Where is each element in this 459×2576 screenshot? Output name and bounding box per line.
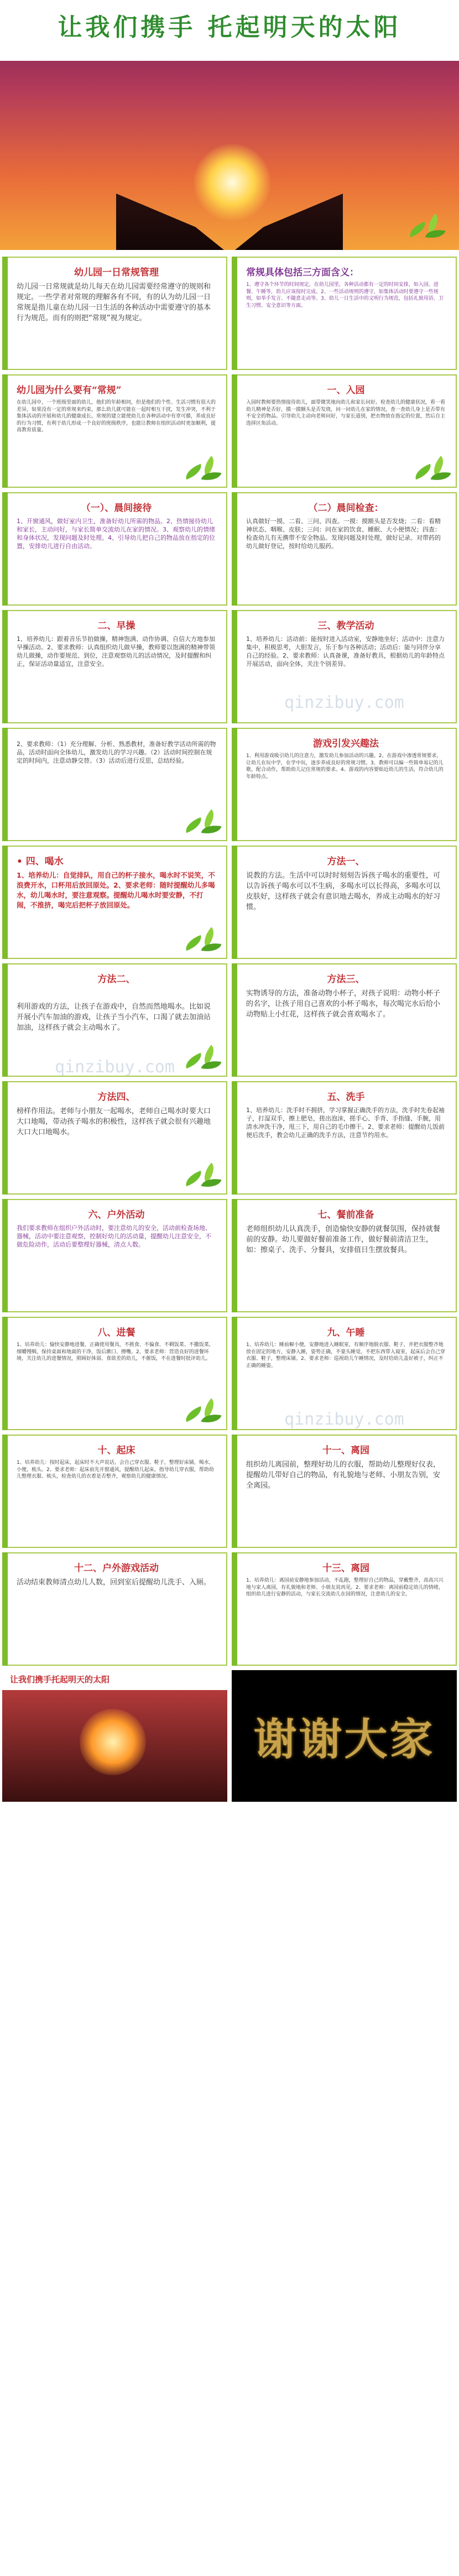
sun-image: [194, 144, 271, 221]
slide-title: • 四、喝水: [17, 856, 64, 867]
slide-method-two: [0, 961, 230, 1079]
slide-body: 1、培养幼儿：睡前解小便，安静地进入睡眠室，有顺序地脱衣服、鞋子，并把衣服整齐地放在固定的地方，安静入睡，姿势正确，不蒙头睡觉，不把东西带入寝室，起床后会自己穿衣服、鞋子，整理床铺。2、要求老师：巡视幼儿午睡情况，及时给幼儿盖好被子，纠正不正确的睡姿。: [246, 1342, 446, 1369]
slide-title: 十一、离园: [322, 1445, 369, 1456]
slide-body: 老师组织幼儿认真洗手，创造愉快安静的就餐氛围，保持就餐前的安静。幼儿要做好餐前准备工作，做好餐前清洁卫生，如：擦桌子、洗手、分餐具，安排值日生摆放餐具。: [246, 1225, 441, 1254]
slide-method-three: [230, 961, 459, 1079]
slide-body: 1、培养幼儿：愉快安静地进餐，正确使用餐具，不挑食、不偏食、不剩饭菜、不撒饭菜，细嚼慢咽，保持桌面和地面的干净，饭后漱口、擦嘴。2、要求老师：营造良好的进餐环境，关注幼儿的进餐情况，照顾好体弱、食欲差的幼儿，不催饭，不在进餐时批评幼儿。: [17, 1342, 214, 1362]
slide-title: 八、进餐: [97, 1327, 135, 1338]
slide-body: 1、利用游戏吸引幼儿的注意力，激发幼儿参加活动的兴趣。2、在游戏中渗透常规要求，让幼儿在玩中学，在学中玩，逐步养成良好的常规习惯。3、教师可以编一些简单易记的儿歌，配合动作，帮助幼儿记住常规的要求。4、游戏的内容要贴近幼儿的生活，符合幼儿的年龄特点。: [246, 753, 444, 780]
slide-body: 入园时教师要热情接待幼儿，面带微笑地向幼儿和家长问好。检查幼儿的健康状况，看一看幼儿精神是否好，摸一摸额头是否发烧，问一问幼儿在家的情况，查一查幼儿身上是否带有不安全的物品。引导幼儿主动向老师问好，与家长道别，把衣物放在指定的位置，然后自主选择区角活动。: [246, 400, 446, 426]
leaf-icon: [184, 1048, 223, 1073]
slide-body: 利用游戏的方法，让孩子在游戏中，自然而然地喝水。比如说开展小汽车加油的游戏，让孩子当小汽车，口渴了就去加油站加油，这样孩子就会主动喝水了。: [17, 1003, 211, 1032]
sun-image: [80, 1709, 146, 1775]
slide-body: 1、培养幼儿：离园前安静地参加活动，不乱跑，整理好自己的物品，穿戴整齐，高高兴兴地与家人离园，有礼貌地和老师、小朋友说再见。2、要求老师：离园前稳定幼儿的情绪，组织幼儿进行安静的活动，与家长交流幼儿在园的情况，注意幼儿的安全。: [246, 1578, 444, 1597]
hero-title: 让我们携手 托起明天的太阳: [0, 0, 459, 61]
slide-body: 1、培养幼儿：按时起床，起床时不大声说话，会自己穿衣服、鞋子，整理好床铺，喝水，小便，梳头。2、要求老师：起床前先开窗通风，提醒幼儿起床，指导幼儿穿衣服，帮助幼儿整理衣服、梳头，检查幼儿的衣着是否整齐，观察幼儿的健康情况。: [17, 1460, 214, 1479]
slide-wake-up: [0, 1432, 230, 1550]
slide-title: 方法一、: [327, 856, 365, 867]
slide-title: 六、户外活动: [88, 1209, 145, 1221]
slide-title: 七、餐前准备: [317, 1209, 374, 1221]
slide-hand-washing: [230, 1079, 459, 1197]
leaf-icon: [414, 459, 452, 484]
slide-meal-prep: [230, 1197, 459, 1315]
slide-title: （二）晨间检查：: [308, 503, 384, 514]
slide-morning-exercise: [0, 608, 230, 726]
slide-daily-routine: [0, 254, 230, 372]
slide-title: 游戏引发兴趣法: [313, 738, 379, 749]
slide-title: 十三、离园: [322, 1563, 369, 1574]
slide-body: 幼儿园一日常规就是幼儿每天在幼儿园需要经常遵守的规则和规定。一些学者对常规的理解各有不同，有的认为幼儿园一日常规是指儿童在幼儿园一日生活的各种活动中需要遵守的基本行为规范。而有的则把“常规”视为规定。: [17, 283, 211, 322]
slide-body: 1、培养幼儿：跟着音乐节拍做操，精神饱满、动作协调、自信大方地参加早操活动。2、要求教师：认真组织幼儿做早操，教师要以饱满的精神带领幼儿做操，动作要规范、到位，注意观察幼儿的活动情况，及时提醒和纠正，保证活动量适宜，注意安全。: [17, 635, 215, 668]
slide-teacher-requirements: [0, 726, 230, 843]
slide-drinking-water: [0, 843, 230, 961]
slide-body: 1、培养幼儿：自觉排队，用自己的杯子接水，喝水时不说笑，不浪费开水，口杯用后放回原处。2、要求老师：随时提醒幼儿多喝水，幼儿喝水时，要注意观察。提醒幼儿喝水时要安静，不打闹，不推挤，喝完后把杯子放回原处。: [17, 871, 215, 909]
slide-title: 一、入园: [327, 385, 365, 396]
slide-teaching: [230, 608, 459, 726]
slide-title: 十、起床: [97, 1445, 135, 1456]
slide-routine-meaning: [230, 254, 459, 372]
slide-body: 1、培养幼儿：活动前：能按时进入活动室，安静地坐好；活动中：注意力集中，积极思考，大胆发言，乐于参与各种活动；活动后：能与同伴分享自己的经验。2、要求教师：认真备课，准备好教具，根据幼儿的年龄特点开展活动，面向全体，关注个别差异。: [246, 635, 445, 668]
slide-body: 认真做好一摸、二看、三问、四查。一摸：摸额头是否发烧；二看：看精神状态、咽喉、皮肤；三问：问在家的饮食、睡眠、大小便情况；四查：检查幼儿有无携带不安全物品。发现问题及时处理，做好记录。对带药的幼儿做好登记，按时给幼儿服药。: [246, 518, 441, 550]
slide-departure: [230, 1550, 459, 1668]
slide-body: 在幼儿园中，一个班级里面的幼儿，他们的年龄相同，但是他们的个性、生活习惯有很大的差异，如果没有一定的常规来约束，那么幼儿就可能在一起时相互干扰，发生冲突，不利于集体活动的开展和幼儿的健康成长。常规的建立能使幼儿在各种活动中有章可循，养成良好的行为习惯，有利于幼儿形成一个良好的班级秩序，也能让教师在组织活动时更加顺利，提高教育质量。: [17, 400, 216, 433]
slide-method-four: [0, 1079, 230, 1197]
slide-body: 我们要求教师在组织户外活动时，要注意幼儿的安全，活动前检查场地、器械，活动中要注意观察，控制好幼儿的活动量，提醒幼儿注意安全，不做危险动作，活动后要整理好器械，清点人数。: [17, 1224, 211, 1248]
leaf-icon: [184, 812, 223, 838]
slide-body: 1、培养幼儿：洗手时不拥挤，学习掌握正确洗手的方法，洗手时先卷起袖子，打湿双手，擦上肥皂，搓出泡沫，搓手心、手背、手指缝、手腕，用清水冲洗干净，甩三下，用自己的毛巾擦干。2、要求老师：提醒幼儿饭前便后洗手，教会幼儿正确的洗手方法，注意节约用水。: [246, 1107, 445, 1139]
leaf-icon: [408, 217, 447, 242]
slide-grid: [0, 254, 459, 1668]
slide-body: 说教的方法。生活中可以时时刻刻告诉孩子喝水的重要性，可以告诉孩子喝水可以不生病，多喝水可以长得高，多喝水可以皮肤好，这样孩子就会有意识地去喝水，养成主动喝水的好习惯。: [246, 872, 441, 911]
slide-title: 三、教学活动: [317, 620, 374, 632]
slide-title: 幼儿园为什么要有“常规”: [17, 385, 122, 396]
slide-morning-check: [230, 490, 459, 608]
watermark: qinzibuy.com: [284, 1410, 404, 1429]
slide-eating: [0, 1315, 230, 1432]
hero-slide: [0, 0, 459, 254]
slide-outdoor-activity: [0, 1197, 230, 1315]
slide-arrival: [230, 372, 459, 490]
slide-outdoor-games: [0, 1550, 230, 1668]
watermark: qinzibuy.com: [284, 693, 404, 712]
slide-body: 活动结束教师清点幼儿人数，回到室后提醒幼儿洗手、入厕。: [17, 1578, 211, 1587]
slide-morning-reception: [0, 490, 230, 608]
slide-why-routine: [0, 372, 230, 490]
slide-title: 方法二、: [97, 974, 135, 985]
closing-title: 让我们携手托起明天的太阳: [10, 1675, 110, 1685]
leaf-icon: [184, 459, 223, 484]
slide-title: 幼儿园一日常规管理: [74, 267, 159, 278]
slide-leaving: [230, 1432, 459, 1550]
slide-game-method: [230, 726, 459, 843]
slide-title: 二、早操: [97, 620, 135, 632]
slide-body: 1、开窗通风，做好室内卫生，准备好幼儿所需的物品。2、热情接待幼儿和家长，主动问好，与家长简单交流幼儿在家的情况。3、观察幼儿的情绪和身体状况，发现问题及时处理。4、引导幼儿把自己的物品放在指定的位置，安排幼儿进行自由活动。: [17, 518, 215, 550]
final-row: [0, 1668, 459, 1804]
slide-nap: [230, 1315, 459, 1432]
thanks-text: 谢谢大家: [253, 1714, 435, 1765]
leaf-icon: [184, 1166, 223, 1191]
slide-body: 2、要求教师：（1）充分理解、分析、熟悉教材，准备好教学活动所需的物品，活动时面向全体幼儿，激发幼儿的学习兴趣。（2）活动时间控制在规定的时间内，注意动静交替。（3）活动后进行反思，总结经验。: [17, 741, 216, 764]
slide-title: 九、午睡: [327, 1327, 365, 1338]
slide-title: 方法四、: [97, 1092, 135, 1103]
slide-title: （一）、晨间接待: [81, 503, 152, 514]
slide-body: 实物诱导的方法，准备动物小杯子，对孩子说明：动物小杯子的名字，让孩子用自己喜欢的小杯子喝水，每次喝完水后给小动物贴上小红花，这样孩子就会喜欢喝水了。: [246, 989, 441, 1019]
closing-slide: [0, 1668, 230, 1804]
slide-body: 1、遵守各个环节的时间规定，在幼儿园里，各种活动都有一定的时间安排，如入园、进餐、午睡等，幼儿应该按时完成。2、一些活动规则的遵守，如集体活动时要遵守一些规则，如举手发言、不随意走动等。3、幼儿一日生活中的文明行为规范，包括礼貌用语、卫生习惯、安全意识等方面。: [246, 282, 444, 309]
slide-body: 榜样作用法。老师与小朋友一起喝水，老师自己喝水时要大口大口地喝，带动孩子喝水的积极性，这样孩子就会很有兴趣地大口大口地喝水。: [17, 1107, 211, 1136]
leaf-icon: [184, 930, 223, 956]
slide-body: 组织幼儿离园前，整理好幼儿的衣服，帮助幼儿整理好仪表，提醒幼儿带好自己的物品，有礼貌地与老师、小朋友告别，安全离园。: [246, 1461, 441, 1490]
slide-title: 十二、户外游戏活动: [74, 1563, 159, 1574]
thanks-slide: [230, 1668, 459, 1804]
watermark: qinzibuy.com: [55, 1057, 175, 1077]
slide-method-one: [230, 843, 459, 961]
slide-title: 常规具体包括三方面含义：: [246, 267, 359, 278]
slide-title: 方法三、: [327, 974, 365, 985]
slide-title: 五、洗手: [327, 1092, 365, 1103]
leaf-icon: [184, 1401, 223, 1427]
